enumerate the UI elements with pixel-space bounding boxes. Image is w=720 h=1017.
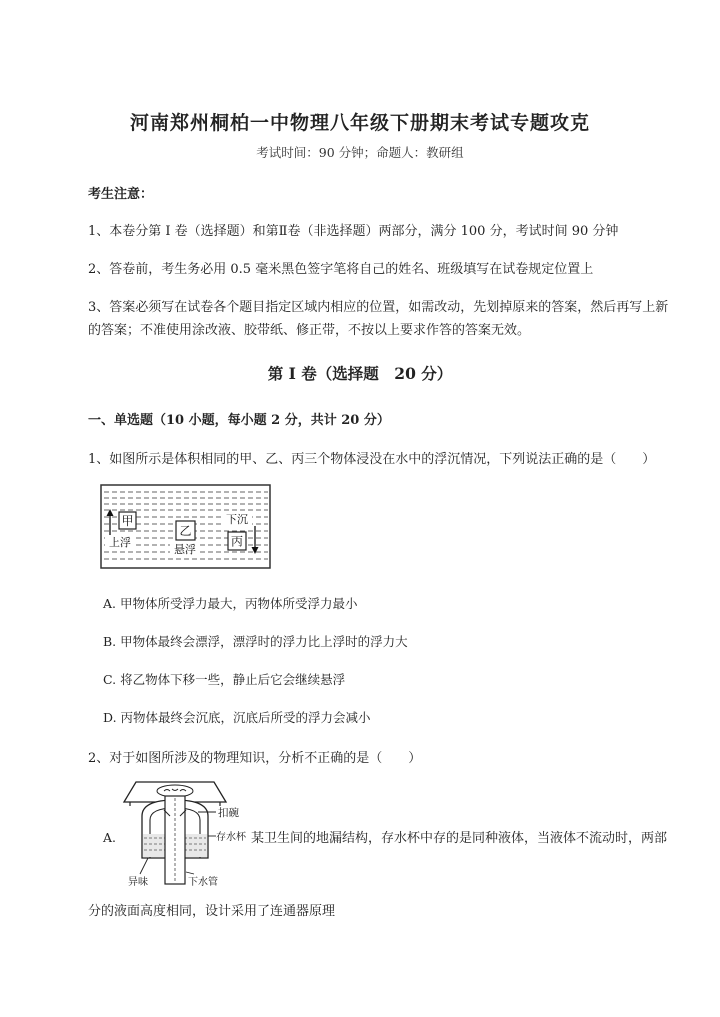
label-xiashuiguan: 下水管 xyxy=(188,877,218,888)
section-title: 第 I 卷（选择题 20 分） xyxy=(267,364,453,383)
exam-info: 考试时间：90 分钟；命题人：教研组 xyxy=(256,145,464,160)
question-1-option-b: B. 甲物体最终会漂浮，漂浮时的浮力比上浮时的浮力大 xyxy=(103,634,408,649)
label-xuanfu: 悬浮 xyxy=(174,543,196,556)
label-yi: 乙 xyxy=(179,524,192,538)
pointer-line xyxy=(140,858,148,874)
notice-item-3: 3、答案必须写在试卷各个题目指定区域内相应的位置，如需改动，先划掉原来的答案，然后再写上新 xyxy=(88,300,669,315)
question-2-stem: 2、对于如图所涉及的物理知识，分析不正确的是（ ） xyxy=(88,751,422,766)
label-koowan: 扣碗 xyxy=(218,807,239,819)
floor-drain-figure xyxy=(120,776,260,888)
label-bing: 丙 xyxy=(230,534,244,549)
section-heading: 一、单选题（10 小题，每小题 2 分，共计 20 分） xyxy=(88,413,390,428)
label-yiwei: 异味 xyxy=(128,877,148,888)
notice-item-3-cont: 的答案；不准使用涂改液、胶带纸、修正带，不按以上要求作答的答案无效。 xyxy=(88,323,531,338)
notice-item-2: 2、答卷前，考生务必用 0.5 毫米黑色签字笔将自己的姓名、班级填写在试卷规定位置上 xyxy=(88,262,594,277)
question-1-option-a: A. 甲物体所受浮力最大，丙物体所受浮力最小 xyxy=(103,596,358,611)
notice-heading: 考生注意： xyxy=(88,187,154,202)
pointer-line xyxy=(186,872,194,874)
notice-item-1: 1、本卷分第 I 卷（选择题）和第Ⅱ卷（非选择题）两部分，满分 100 分，考试时间 90 分钟 xyxy=(88,224,619,239)
question-2-option-a-cont: 分的液面高度相同，设计采用了连通器原理 xyxy=(88,904,336,919)
question-2-option-a-label: A. xyxy=(103,830,117,845)
drain-grate xyxy=(157,785,193,797)
question-1-option-d: D. 丙物体最终会沉底，沉底后所受的浮力会减小 xyxy=(103,710,371,725)
question-1-option-c: C. 将乙物体下移一些，静止后它会继续悬浮 xyxy=(103,672,346,687)
buoyancy-figure xyxy=(100,484,272,570)
label-cunshuibei: 存水杯 xyxy=(216,832,246,843)
label-shangfu: 上浮 xyxy=(109,536,131,549)
question-1-stem: 1、如图所示是体积相同的甲、乙、丙三个物体浸没在水中的浮沉情况，下列说法正确的是（ ） xyxy=(88,452,656,467)
question-2-option-a-text: 某卫生间的地漏结构，存水杯中存的是同种液体，当液体不流动时，两部 xyxy=(251,831,668,846)
label-xiachen: 下沉 xyxy=(226,513,248,526)
page-title: 河南郑州桐柏一中物理八年级下册期末考试专题攻克 xyxy=(129,112,590,134)
label-jia: 甲 xyxy=(121,514,134,528)
